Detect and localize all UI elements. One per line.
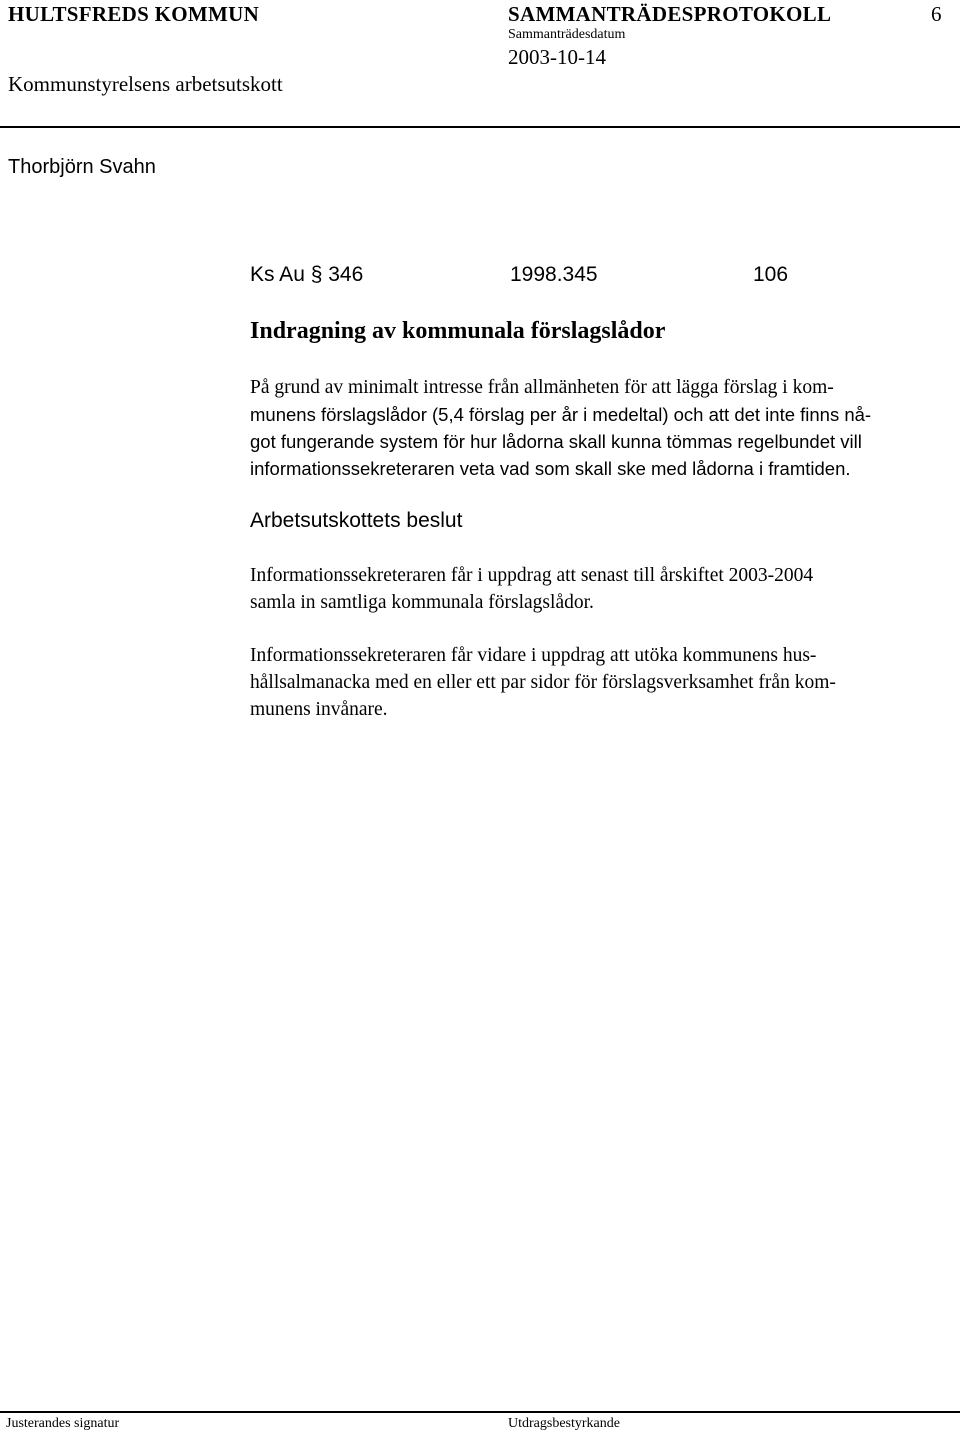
certification-label: Utdragsbestyrkande <box>508 1416 620 1431</box>
decision-heading: Arbetsutskottets beslut <box>250 509 463 532</box>
paragraph-line: munens invånare. <box>250 699 388 720</box>
page-number: 6 <box>931 2 942 26</box>
footer-divider <box>0 1411 960 1413</box>
decision-paragraph-2 <box>250 642 930 723</box>
paragraph-line: Informationssekreteraren får vidare i uppdrag att utöka kommunens hus- <box>250 645 817 666</box>
signature-label: Justerandes signatur <box>6 1416 120 1431</box>
item-title: Indragning av kommunala förslagslådor <box>250 318 666 344</box>
recipient-name: Thorbjörn Svahn <box>8 156 156 178</box>
decision-paragraph-1 <box>250 562 930 616</box>
paragraph-line: Informationssekreteraren får i uppdrag att senast till årskiftet 2003-2004 <box>250 565 814 586</box>
paragraph-line: informationssekreteraren veta vad som skall ske med lådorna i framtiden. <box>250 458 851 479</box>
meeting-date-label: Sammanträdesdatum <box>508 27 626 42</box>
committee-name: Kommunstyrelsens arbetsutskott <box>8 72 283 96</box>
background-paragraph <box>250 374 930 482</box>
document-type: SAMMANTRÄDESPROTOKOLL <box>508 2 832 26</box>
meeting-date: 2003-10-14 <box>508 45 606 69</box>
header-divider <box>0 126 960 128</box>
diary-number: 1998.345 <box>510 263 598 286</box>
paragraph-line: hållsalmanacka med en eller ett par sidor för förslagsverksamhet från kom- <box>250 672 836 693</box>
section-reference: Ks Au § 346 <box>250 263 364 286</box>
paragraph-line: samla in samtliga kommunala förslagslådor. <box>250 592 594 613</box>
paragraph-line: munens förslagslådor (5,4 förslag per år i medeltal) och att det inte finns nå- <box>250 404 872 425</box>
paragraph-line: På grund av minimalt intresse från allmänheten för att lägga förslag i kom- <box>250 377 834 398</box>
municipality-name: HULTSFREDS KOMMUN <box>8 2 260 26</box>
paragraph-line: got fungerande system för hur lådorna skall kunna tömmas regelbundet vill <box>250 431 862 452</box>
archive-number: 106 <box>753 263 789 286</box>
